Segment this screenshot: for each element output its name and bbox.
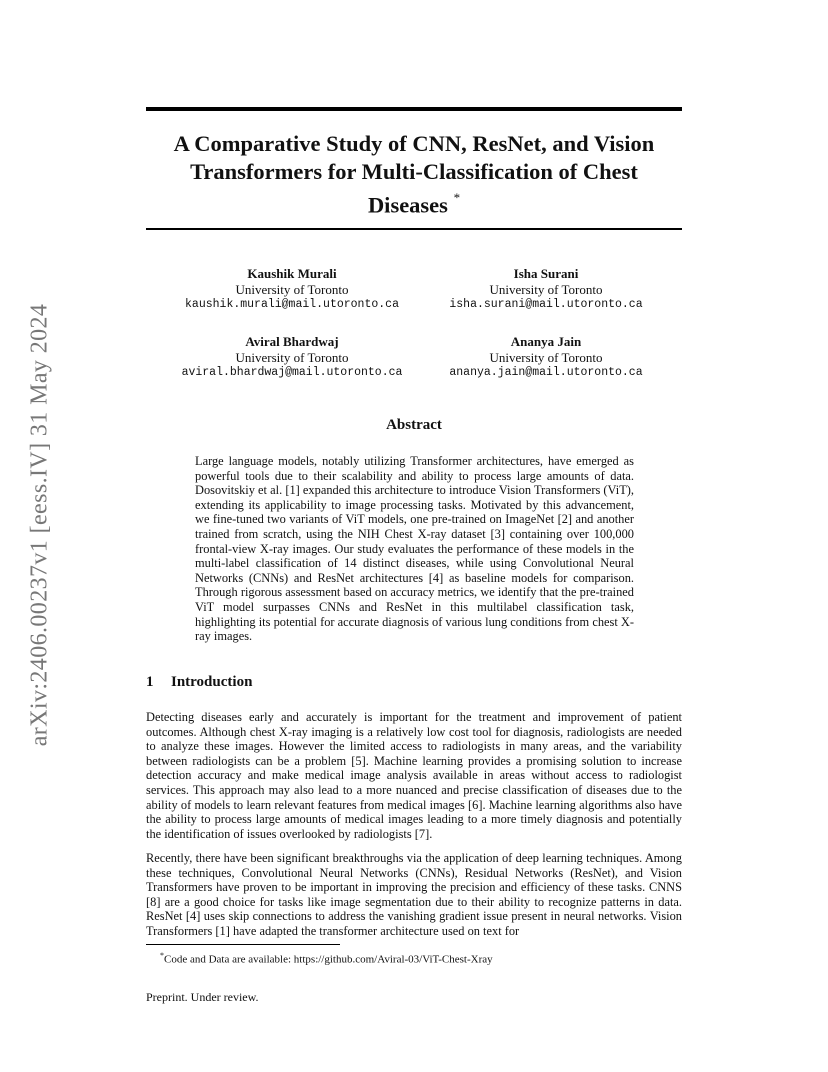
author-name: Kaushik Murali bbox=[247, 266, 337, 281]
section-heading-introduction bbox=[146, 674, 252, 691]
abstract-heading: Abstract bbox=[386, 417, 442, 433]
paper-title bbox=[146, 130, 682, 220]
preprint-note: Preprint. Under review. bbox=[146, 990, 259, 1004]
footnote bbox=[160, 949, 493, 967]
author-email[interactable]: ananya.jain@mail.utoronto.ca bbox=[449, 366, 643, 379]
author-affiliation: University of Toronto bbox=[235, 281, 349, 297]
title-line-3-text: Diseases bbox=[367, 192, 448, 218]
section-number: 1 bbox=[146, 674, 154, 690]
author-name: Ananya Jain bbox=[510, 334, 582, 349]
author-name: Isha Surani bbox=[513, 266, 579, 281]
title-bottom-rule bbox=[146, 228, 682, 230]
title-footnote-mark: * bbox=[453, 190, 461, 205]
author-affiliation: University of Toronto bbox=[489, 349, 603, 365]
title-line-1: A Comparative Study of CNN, ResNet, and Vision bbox=[173, 131, 655, 156]
author-block-4 bbox=[396, 334, 696, 381]
footnote-text: Code and Data are available: https://github.com/Aviral-03/ViT-Chest-Xray bbox=[164, 953, 493, 966]
arxiv-identifier-stamp: arXiv:2406.00237v1 [eess.IV] 31 May 2024 bbox=[26, 303, 53, 747]
author-name: Aviral Bhardwaj bbox=[245, 334, 339, 349]
author-email[interactable]: aviral.bhardwaj@mail.utoronto.ca bbox=[181, 366, 403, 379]
title-top-rule bbox=[146, 107, 682, 111]
footnote-rule bbox=[146, 944, 340, 945]
title-line-3 bbox=[146, 186, 682, 220]
author-block-2 bbox=[396, 266, 696, 313]
abstract-text: Large language models, notably utilizing Transformer architectures, have emerged as powerful tools due to their scalability and ability to process large amounts of data. Dosovitskiy et al. [1] expanded this architecture to introduce Vision Transformers (ViT), extending its applicability to image processing tasks. Motivated by this advancement, we fine-tuned two variants of ViT models, one pre-trained on ImageNet [2] and another trained from scratch, using the NIH Chest X-ray dataset [3] containing over 100,000 frontal-view X-ray images. Our study evaluates the performance of these models in the multi-label classification of 14 distinct diseases, while using Convolutional Neural Networks (CNNs) and ResNet architectures [4] as baseline models for comparison. Through rigorous assessment based on accuracy metrics, we identify that the pre-trained ViT model surpasses CNNs and ResNet in this multilabel classification task, highlighting its potential for accurate diagnosis of various lung conditions from chest X-ray images. bbox=[195, 454, 634, 644]
introduction-paragraph-2: Recently, there have been significant breakthroughs via the application of deep learning techniques. Among these techniques, Convolutional Neural Networks (CNNs), Residual Networks (ResNet), and Vision Transformers have proven to be important in improving the precision and efficiency of these tasks. CNNS [8] are a good choice for tasks like image segmentation due to their ability to recognize patterns in data. ResNet [4] uses skip connections to address the vanishing gradient issue present in neural networks. Vision Transformers [1] have adapted the transformer architecture used on text for bbox=[146, 851, 682, 938]
author-email[interactable]: kaushik.murali@mail.utoronto.ca bbox=[185, 298, 399, 311]
author-affiliation: University of Toronto bbox=[489, 281, 603, 297]
title-line-2: Transformers for Multi-Classification of Chest bbox=[190, 159, 638, 184]
introduction-paragraph-1: Detecting diseases early and accurately is important for the treatment and improvement of patient outcomes. Although chest X-ray imaging is a relatively low cost tool for diagnosis, radiologists are needed to analyze these images. However the limited access to radiologists in many areas, and the variability between radiologists can be a problem [5]. Machine learning provides a promising solution to increase detection accuracy and make medical image analysis available in areas without access to radiologist services. This approach may also lead to a more nuanced and precise classification of diseases due to the ability of models to learn relevant features from medical images [6]. Machine learning algorithms also have the ability to process large amounts of medical images leading to a more timely diagnosis and potentially the identification of issues overlooked by radiologists [7]. bbox=[146, 710, 682, 841]
author-affiliation: University of Toronto bbox=[235, 349, 349, 365]
section-title: Introduction bbox=[171, 674, 253, 690]
author-email[interactable]: isha.surani@mail.utoronto.ca bbox=[449, 298, 643, 311]
footnote-mark: * bbox=[160, 951, 164, 960]
